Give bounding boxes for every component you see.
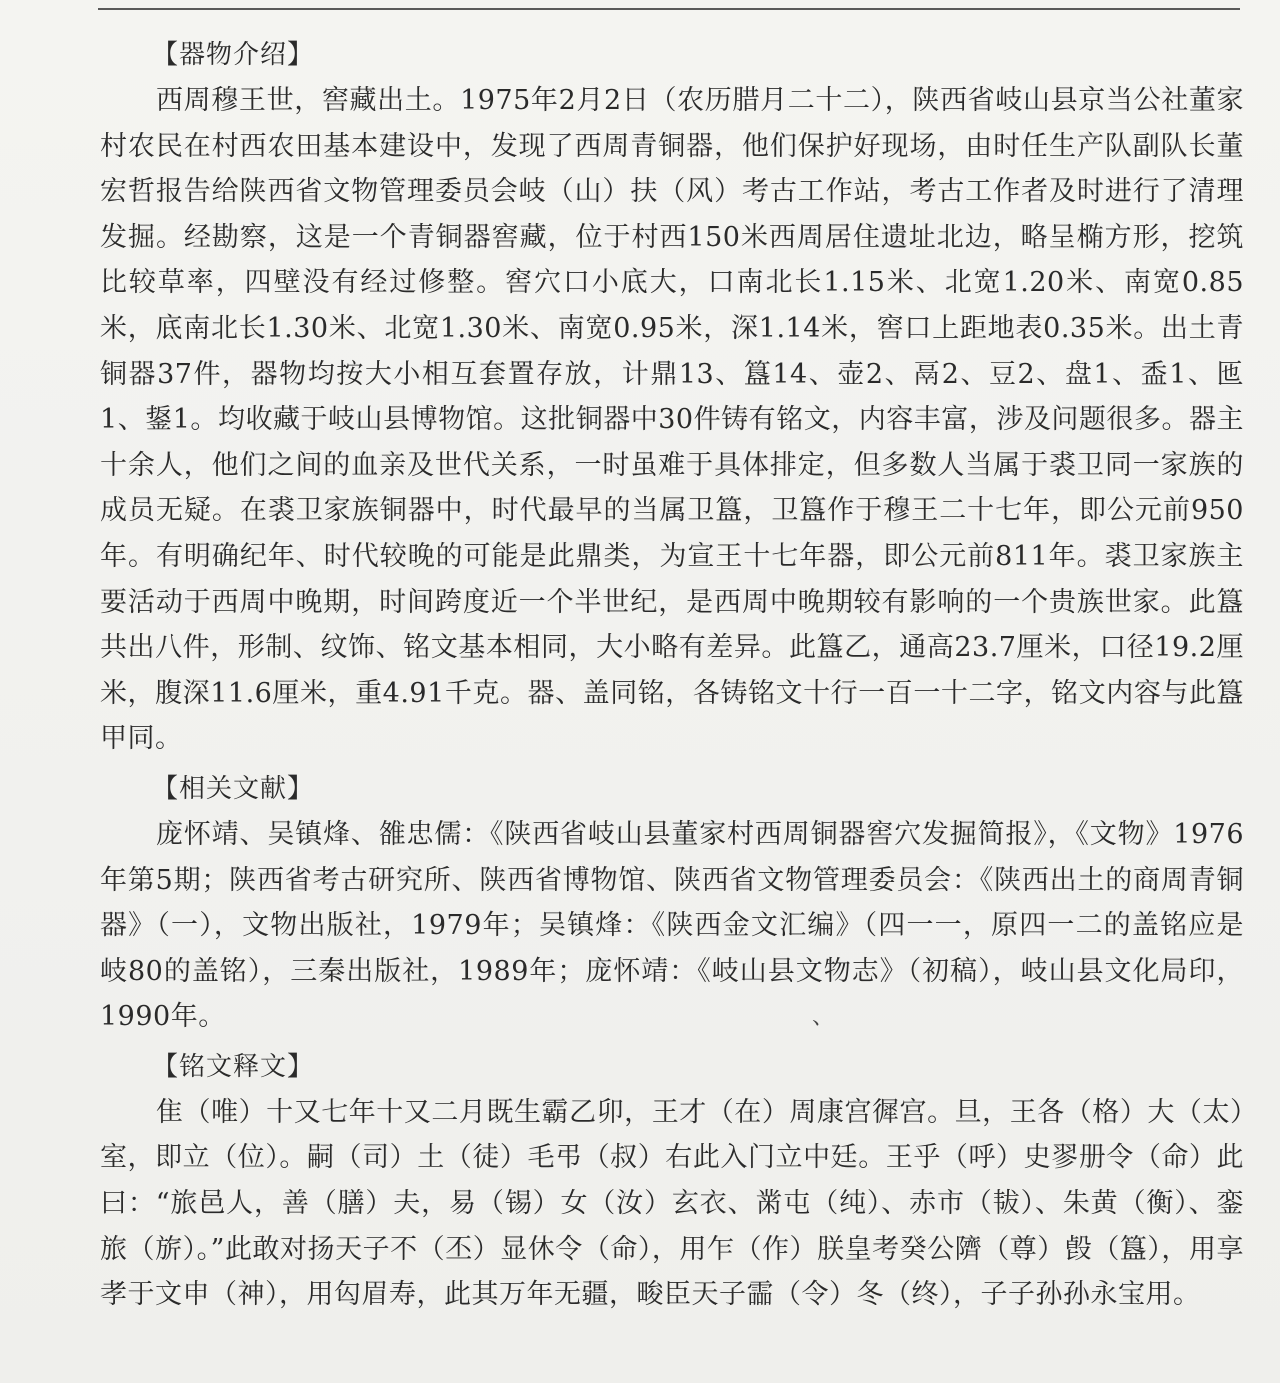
stray-punctuation-mark: 、 bbox=[812, 1005, 835, 1030]
paragraph-artifact-intro: 西周穆王世，窖藏出土。1975年2月2日（农历腊月二十二），陕西省岐山县京当公社董家村农民在村西农田基本建设中，发现了西周青铜器，他们保护好现场，由时任生产队副队长董宏哲报告给陕西省文物管理委员会岐（山）扶（风）考古工作站，考古工作者及时进行了清理发掘。经勘察，这是一个青铜器窖藏，位于村西150米西周居住遗址北边，略呈椭方形，挖筑比较草率，四壁没有经过修整。窖穴口小底大，口南北长1.15米、北宽1.20米、南宽0.85米，底南北长1.30米、北宽1.30米、南宽0.95米，深1.14米，窖口上距地表0.35米。出土青铜器37件，器物均按大小相互套置存放，计鼎13、簋14、壶2、鬲2、豆2、盘1、盉1、匜1、鋬1。均收藏于岐山县博物馆。这批铜器中30件铸有铭文，内容丰富，涉及问题很多。器主十余人，他们之间的血亲及世代关系，一时虽难于具体排定，但多数人当属于裘卫同一家族的成员无疑。在裘卫家族铜器中，时代最早的当属卫簋，卫簋作于穆王二十七年，即公元前950年。有明确纪年、时代较晚的可能是此鼎类，为宣王十七年器，即公元前811年。裘卫家族主要活动于西周中晚期，时间跨度近一个半世纪，是西周中晚期较有影响的一个贵族世家。此簋共出八件，形制、纹饰、铭文基本相同，大小略有差异。此簋乙，通高23.7厘米，口径19.2厘米，腹深11.6厘米，重4.91千克。器、盖同铭，各铸铭文十行一百一十二字，铭文内容与此簋甲同。 bbox=[100, 85, 1244, 755]
heading-inscription: 【铭文释文】 bbox=[152, 1051, 315, 1082]
heading-artifact-intro: 【器物介绍】 bbox=[152, 40, 315, 70]
section-artifact-intro bbox=[100, 32, 1244, 762]
section-inscription bbox=[100, 1044, 1244, 1318]
article-content bbox=[100, 32, 1244, 1318]
paragraph-inscription: 隹（唯）十又七年十又二月既生霸乙卯，王才（在）周康宫徲宫。旦，王各（格）大（太）室，即立（位）。嗣（司）土（徒）毛弔（叔）右此入门立中廷。王乎（呼）史翏册令（命）此曰：“旅邑人，善（膳）夫，易（锡）女（汝）玄衣、黹屯（纯）、赤市（韨）、朱黄（衡）、銮旅（旂）。”此敢对扬天子不（丕）显休令（命），用乍（作）朕皇考癸公隮（尊）㲃（簋），用享孝于文申（神），用匃眉寿，此其万年无疆，畯臣天子霝（令）冬（终），子子孙孙永宝用。 bbox=[100, 1096, 1244, 1311]
top-rule bbox=[98, 8, 1240, 10]
paragraph-related-literature: 庞怀靖、吴镇烽、雒忠儒：《陕西省岐山县董家村西周铜器窖穴发掘简报》，《文物》1976年第5期；陕西省考古研究所、陕西省博物馆、陕西省文物管理委员会：《陕西出土的商周青铜器》（一），文物出版社，1979年；吴镇烽：《陕西金文汇编》（四一一，原四一二的盖铭应是岐80的盖铭），三秦出版社，1989年；庞怀靖：《岐山县文物志》（初稿），岐山县文化局印，1990年。 bbox=[100, 818, 1244, 1033]
section-related-literature bbox=[100, 766, 1244, 1040]
heading-related-literature: 【相关文献】 bbox=[152, 773, 315, 804]
